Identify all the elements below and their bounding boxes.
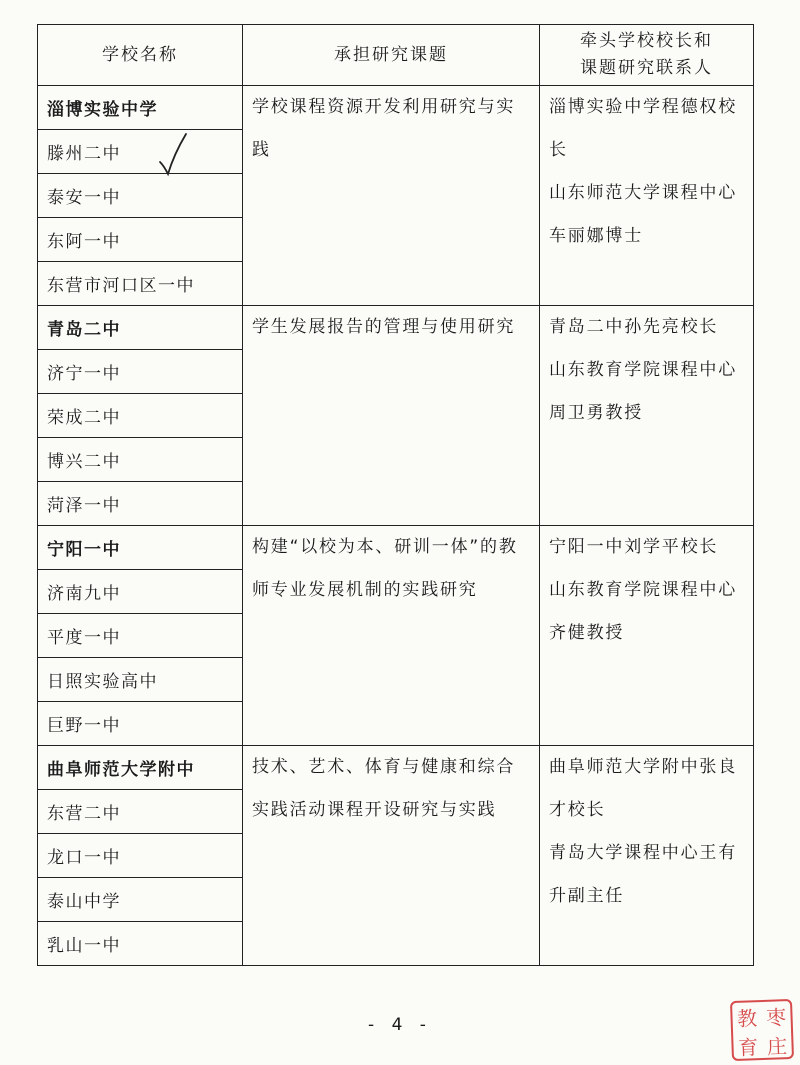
page-number: - 4 - (368, 1015, 432, 1035)
contact-cell (540, 526, 754, 746)
school-cell: 龙口一中 (38, 834, 243, 878)
school-cell: 东营二中 (38, 790, 243, 834)
contact-researcher: 山东师范大学课程中心车丽娜博士 (549, 183, 737, 246)
lead-school-cell: 宁阳一中 (38, 526, 243, 570)
research-topic-table (37, 24, 754, 966)
topic-cell: 学校课程资源开发利用研究与实践 (243, 86, 540, 306)
header-contact (540, 25, 754, 86)
contact-principal: 宁阳一中刘学平校长 (549, 537, 719, 557)
seal-char: 庄 (766, 1034, 788, 1059)
topic-cell: 学生发展报告的管理与使用研究 (243, 306, 540, 526)
contact-cell (540, 306, 754, 526)
school-cell: 济南九中 (38, 570, 243, 614)
lead-school-cell: 曲阜师范大学附中 (38, 746, 243, 790)
contact-principal: 曲阜师范大学附中张良才校长 (549, 757, 737, 820)
school-cell: 泰山中学 (38, 878, 243, 922)
school-cell: 巨野一中 (38, 702, 243, 746)
school-cell: 菏泽一中 (38, 482, 243, 526)
contact-researcher: 山东教育学院课程中心周卫勇教授 (549, 360, 737, 423)
header-research-topic: 承担研究课题 (243, 25, 540, 86)
contact-researcher: 山东教育学院课程中心齐健教授 (549, 580, 737, 643)
school-cell: 泰安一中 (38, 174, 243, 218)
contact-cell (540, 86, 754, 306)
table-row (38, 746, 754, 790)
school-cell: 博兴二中 (38, 438, 243, 482)
topic-cell: 技术、艺术、体育与健康和综合实践活动课程开设研究与实践 (243, 746, 540, 966)
header-contact-line-2: 课题研究联系人 (580, 58, 713, 78)
table-row (38, 86, 754, 130)
lead-school-cell: 淄博实验中学 (38, 86, 243, 130)
table-row (38, 306, 754, 350)
header-contact-line-1: 牵头学校校长和 (580, 31, 713, 51)
seal-char: 枣 (765, 1005, 787, 1030)
school-cell: 日照实验高中 (38, 658, 243, 702)
header-row (38, 25, 754, 86)
school-cell: 荣成二中 (38, 394, 243, 438)
red-seal-stamp (730, 999, 794, 1061)
school-cell: 东阿一中 (38, 218, 243, 262)
school-cell: 济宁一中 (38, 350, 243, 394)
contact-principal: 青岛二中孙先亮校长 (549, 317, 719, 337)
table-row (38, 526, 754, 570)
contact-principal: 淄博实验中学程德权校长 (549, 97, 737, 160)
school-cell: 平度一中 (38, 614, 243, 658)
lead-school-cell: 青岛二中 (38, 306, 243, 350)
seal-char: 教 (736, 1006, 758, 1031)
school-cell: 东营市河口区一中 (38, 262, 243, 306)
contact-researcher: 青岛大学课程中心王有升副主任 (549, 843, 737, 906)
school-cell: 乳山一中 (38, 922, 243, 966)
contact-cell (540, 746, 754, 966)
topic-cell: 构建“以校为本、研训一体”的教师专业发展机制的实践研究 (243, 526, 540, 746)
handwritten-check-icon (158, 132, 188, 180)
seal-char: 育 (737, 1035, 759, 1060)
header-school-name: 学校名称 (38, 25, 243, 86)
school-cell: 滕州二中 (38, 130, 243, 174)
